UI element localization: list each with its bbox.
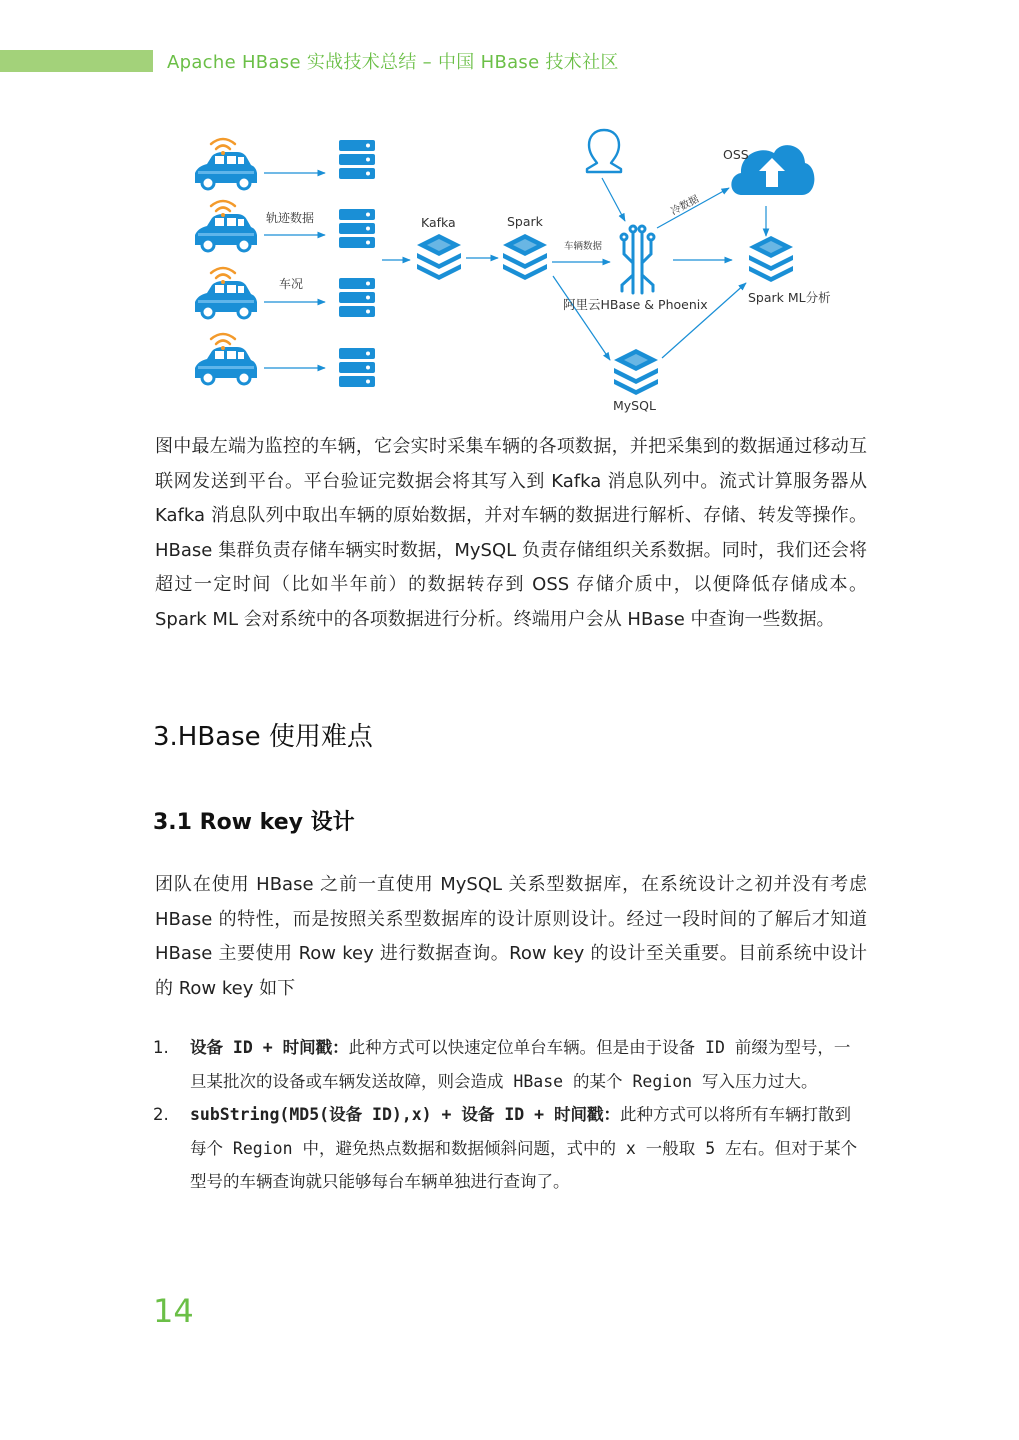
server-icon — [339, 209, 375, 248]
hbase-icon — [621, 226, 654, 293]
list-item-number: 1. — [153, 1038, 169, 1057]
data-flow-arrow — [662, 283, 746, 358]
spark-label: Spark — [507, 214, 543, 229]
spark-ml-icon — [749, 236, 793, 282]
server-icon — [339, 140, 375, 179]
label-vehicle-data: 车辆数据 — [564, 241, 603, 252]
architecture-diagram — [180, 118, 860, 423]
intro-paragraph: 图中最左端为监控的车辆，它会实时采集车辆的各项数据，并把采集到的数据通过移动互联网发送到平台。平台验证完数据会将其写入到 Kafka 消息队列中。流式计算服务器从 Kafka 消息队列中取出车辆的原始数据，并对车辆的数据进行解析、存储、转发等操作。HBase 集群负责存储车辆实时数据，MySQL 负责存储组织关系数据。同时，我们还会将超过一定时间（比如半年前）的数据转存到 OSS 存储介质中，以便降低存储成本。Spark ML 会对系统中的各项数据进行分析。终端用户会从 HBase 中查询一些数据。 — [155, 436, 867, 630]
list-item-term: subString(MD5(设备 ID),x) + 设备 ID + 时间戳： — [190, 1105, 621, 1124]
rowkey-paragraph: 团队在使用 HBase 之前一直使用 MySQL 关系型数据库，在系统设计之初并没有考虑 HBase 的特性，而是按照关系型数据库的设计原则设计。经过一段时间的了解后才知道 HBase 主要使用 Row key 进行数据查询。Row key 的设计至关重要。目前系统中设计的 Row key 如下 — [155, 874, 867, 999]
list-item-text: 此种方式可以将所有车辆打散到每个 Region 中，避免热点数据和数据倾斜问题，式中的 x 一般取 5 左右。但对于某个型号的车辆查询就只能够每台车辆单独进行查询了。 — [190, 1105, 858, 1191]
label-cold-data: 冷数据 — [669, 193, 701, 218]
vehicle-icon — [195, 152, 257, 189]
list-item-term: 设备 ID + 时间戳： — [190, 1038, 349, 1057]
list-item — [153, 1031, 863, 1098]
page-number: 14 — [153, 1292, 194, 1330]
label-vehicle-status: 车况 — [279, 277, 304, 291]
vehicle-icon — [195, 281, 257, 318]
oss-label: OSS — [723, 147, 749, 162]
header-accent-bar — [0, 50, 153, 72]
data-flow-arrow — [657, 188, 729, 228]
spark-ml-label: Spark ML分析 — [748, 290, 831, 305]
server-icon — [339, 278, 375, 317]
data-flow-arrow — [602, 178, 625, 221]
spark-icon — [503, 234, 547, 280]
vehicle-icon — [195, 347, 257, 384]
header-title: Apache HBase 实战技术总结 – 中国 HBase 技术社区 — [167, 52, 619, 73]
label-track-data: 轨迹数据 — [266, 211, 315, 225]
kafka-label: Kafka — [421, 215, 456, 230]
subsection-title: 3.1 Row key 设计 — [153, 810, 355, 835]
list-item — [153, 1098, 863, 1199]
section-title: 3.HBase 使用难点 — [153, 722, 373, 752]
data-flow-arrow — [553, 276, 610, 360]
rowkey-design-list — [153, 1031, 863, 1199]
hbase-label: 阿里云HBase & Phoenix — [563, 297, 708, 312]
list-item-text: 此种方式可以快速定位单台车辆。但是由于设备 ID 前缀为型号，一旦某批次的设备或车辆发送故障，则会造成 HBase 的某个 Region 写入压力过大。 — [190, 1038, 851, 1091]
vehicle-icon — [195, 214, 257, 251]
kafka-icon — [417, 234, 461, 280]
user-icon — [587, 130, 621, 172]
server-icon — [339, 348, 375, 387]
mysql-icon — [614, 349, 658, 395]
list-item-number: 2. — [153, 1105, 169, 1124]
mysql-label: MySQL — [613, 398, 656, 413]
